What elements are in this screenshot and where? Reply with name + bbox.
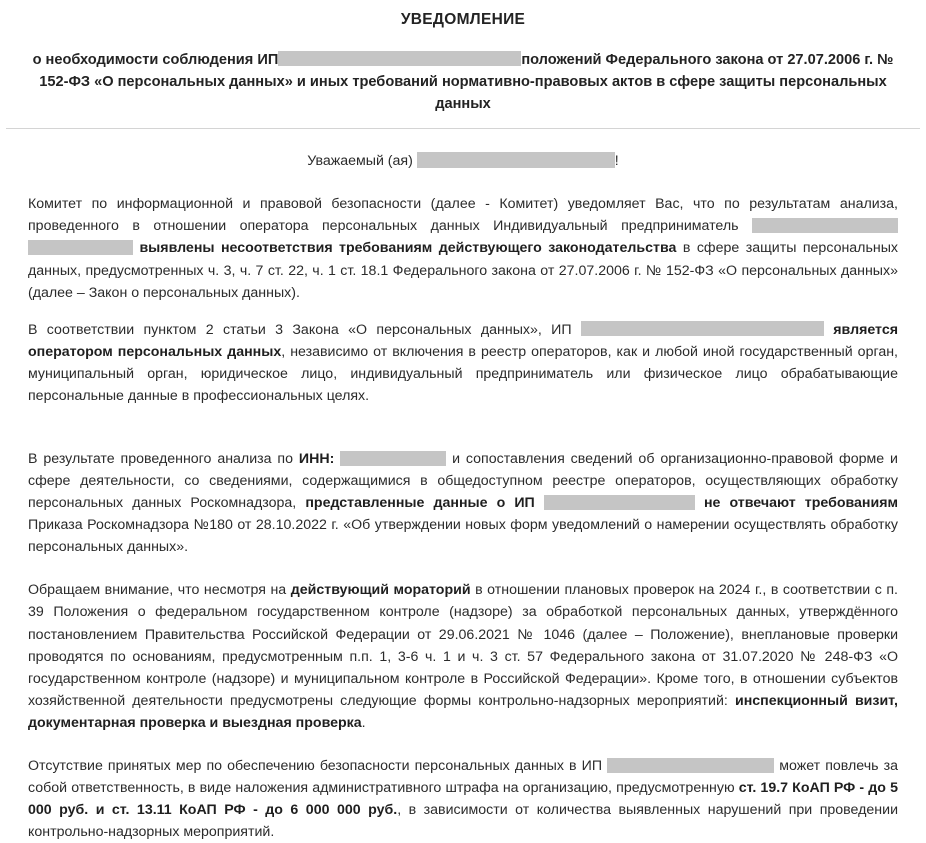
spacer [28,304,898,319]
p2-text-2: , независимо от включения в реестр операторов, как и любой иной государственный орган, муниципальный орган, юридическое лицо, индивидуальный предприниматель или физическое лицо обрабатывающие персональные данные в профессиональных целях. [28,343,898,404]
p4-bold-2: инспекционный визит, документарная проверка и выездная проверка [28,692,898,731]
spacer [28,172,898,193]
p2-text-1: В соответствии пунктом 2 статьи 3 Закона «О персональных данных», ИП [28,321,572,338]
redaction-bar-p2 [581,321,824,336]
spacer [28,558,898,579]
p5-bold-1: ст. 19.7 КоАП РФ - до 5 000 руб. и ст. 13.11 КоАП РФ - до 6 000 000 руб. [28,780,898,819]
greeting-suffix: ! [614,153,619,169]
p5-text-2: может повлечь за собой ответственность, в виде наложения административного штрафа на организацию, предусмотренную [28,757,898,797]
p3-bold-1: представленные данные о ИП [305,495,535,512]
paragraph-inn-analysis [28,448,898,558]
redaction-bar-p1-b [28,240,133,255]
redaction-bar-p3 [544,495,695,510]
greeting-line [28,151,898,172]
document-page [0,11,926,841]
spacer [28,407,898,448]
p4-bold-1: действующий мораторий [290,582,471,599]
p1-text-1: Комитет по информационной и правовой безопасности (далее - Комитет) уведомляет Вас, что по результатам анализа, проведенного в отношении оператора персональных данных Индивидуальный предприниматель [28,196,898,235]
p5-text-1: Отсутствие принятых мер по обеспечению безопасности персональных данных в ИП [28,757,603,774]
paragraph-operator-status [28,319,898,407]
paragraph-moratorium [28,579,898,734]
p1-text-2: в сфере защиты персональных данных, предусмотренных ч. 3, ч. 7 ст. 22, ч. 1 ст. 18.1 Федерального закона от 27.07.2006 г. № 152-ФЗ «О персональных данных» (далее – Закон о персональных данных). [28,240,898,301]
p4-text-3: . [361,714,366,731]
document-subtitle-part1: о необходимости соблюдения ИП [32,51,279,68]
p4-text-2: в отношении плановых проверок на 2024 г., в соответствии с п. 39 Положения о федеральном государственном контроле (надзоре) за обработкой персональных данных, утверждённого постановлением Правительства Российской Федерации от 29.06.2021 № 1046 (далее – Положение), внеплановые проверки проводятся по основаниям, предусмотренным п.п. 1, 3-6 ч. 1 и ч. 3 ст. 57 Федерального закона от 31.07.2020 № 248-ФЗ «О государственном контроле (надзоре) и муниципальном контроле в Российской Федерации». Кроме того, в отношении субъектов хозяйственной деятельности предусмотрены следующие формы контрольно-надзорных мероприятий: [28,582,898,709]
greeting-prefix: Уважаемый (ая) [307,153,413,169]
document-subtitle-part2: положений Федерального закона от 27.07.2006 г. № 152-ФЗ «О персональных данных» и иных требований нормативно-правовых актов в сфере защиты персональных данных [39,51,894,112]
redaction-bar-greeting [417,152,615,168]
redaction-bar-p1-a [752,218,898,233]
p3-bold-2: не отвечают требованиям [703,495,898,512]
p3-text-1: В результате проведенного анализа по [28,451,293,467]
spacer [28,734,898,755]
redaction-bar-title [278,51,521,66]
document-body [28,141,898,843]
page-title: УВЕДОМЛЕНИЕ [400,11,526,28]
p2-bold-1: является оператором персональных данных [28,321,898,360]
p3-label-inn: ИНН: [298,451,335,467]
p3-text-3: Приказа Роскомнадзора №180 от 28.10.2022 г. «Об утверждении новых форм уведомлений о намерении осуществлять обработку персональных данных». [28,517,898,556]
paragraph-liability [28,755,898,843]
p4-text-1: Обращаем внимание, что несмотря на [28,582,287,599]
redaction-bar-p5 [607,758,774,773]
redaction-bar-inn [340,451,446,466]
p3-text-2: и сопоставления сведений об организационно-правовой форме и сфере деятельности, со сведениями, содержащимися в общедоступном реестре операторов, осуществляющих обработку персональных данных Роскомнадзора, [28,451,898,512]
paragraph-committee-notice [28,193,898,303]
p5-text-3: , в зависимости от количества выявленных нарушений при проведении контрольно-надзорных мероприятий. [28,802,898,841]
p1-bold-1: выявлены несоответствия требованиям действующего законодательства [139,240,677,257]
document-subtitle [28,49,898,116]
header-divider [6,128,920,129]
